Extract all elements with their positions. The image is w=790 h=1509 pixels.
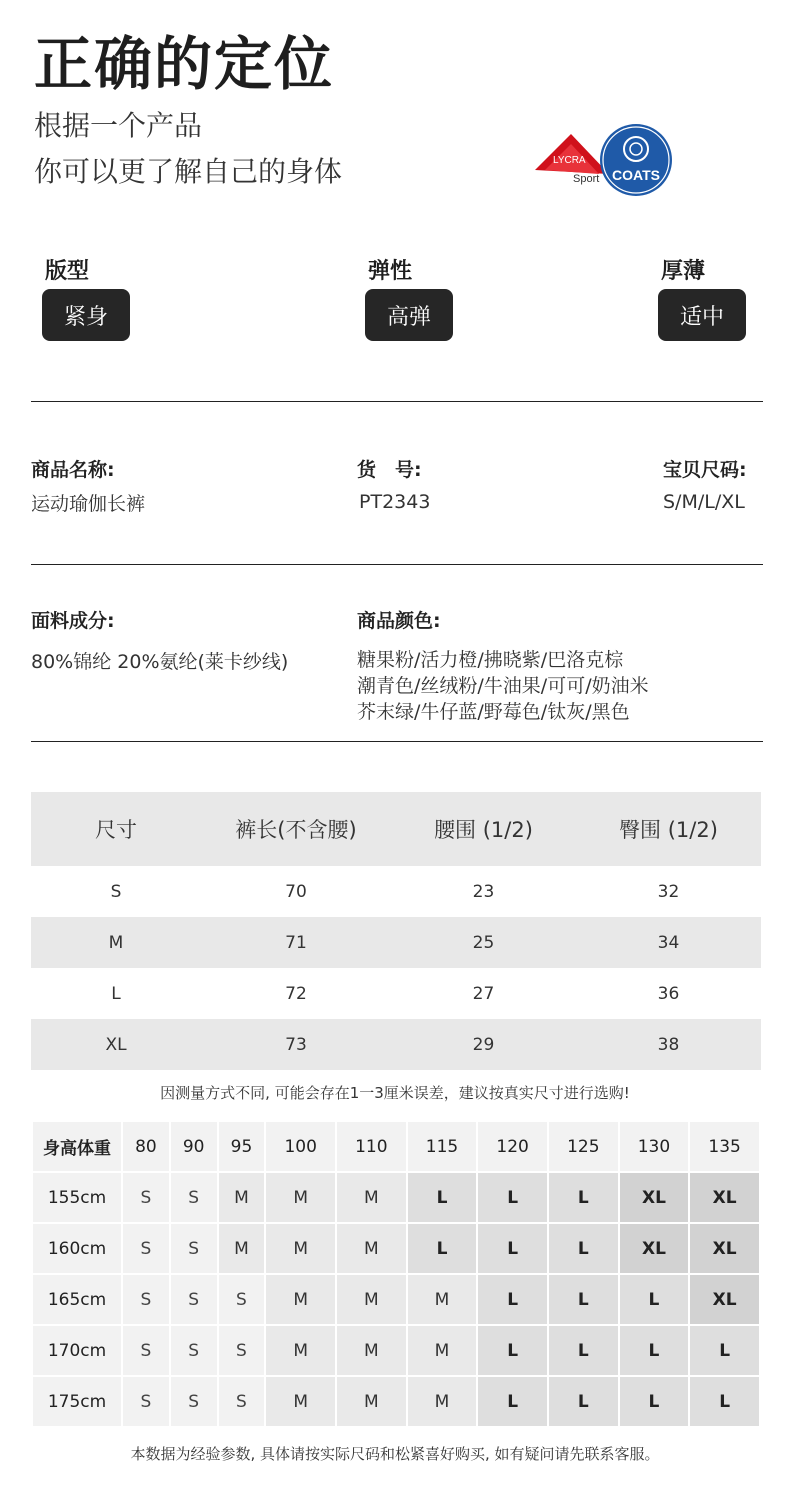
size-cell: S bbox=[123, 1224, 169, 1273]
size-cell: S bbox=[219, 1377, 265, 1426]
size-cell: XL bbox=[690, 1224, 759, 1273]
size-cell: S bbox=[171, 1275, 217, 1324]
size-cell: L bbox=[690, 1377, 759, 1426]
size-cell: M bbox=[337, 1275, 406, 1324]
table-cell: S bbox=[110, 881, 122, 902]
size-cell: L bbox=[549, 1224, 618, 1273]
size-cell: M bbox=[408, 1377, 477, 1426]
size-cell: S bbox=[171, 1224, 217, 1273]
attr-label-thickness: 厚薄 bbox=[661, 259, 706, 284]
height-header: 170cm bbox=[33, 1326, 121, 1375]
table-cell: 73 bbox=[201, 1019, 391, 1070]
weight-header: 100 bbox=[266, 1122, 335, 1171]
sku-value: PT2343 bbox=[359, 491, 431, 513]
page-title: 正确的定位 bbox=[34, 30, 335, 98]
size-cell: M bbox=[337, 1377, 406, 1426]
table-row bbox=[33, 1173, 759, 1222]
table-row bbox=[31, 1019, 761, 1070]
product-name-value: 运动瑜伽长裤 bbox=[31, 493, 146, 515]
size-cell: M bbox=[266, 1275, 335, 1324]
size-cell: S bbox=[123, 1173, 169, 1222]
size-cell: M bbox=[408, 1326, 477, 1375]
weight-header: 90 bbox=[171, 1122, 217, 1171]
subtitle-line-2: 你可以更了解自己的身体 bbox=[34, 155, 343, 188]
height-header: 175cm bbox=[33, 1377, 121, 1426]
table-cell: XL bbox=[31, 1019, 201, 1070]
size-cell: S bbox=[123, 1377, 169, 1426]
table-cell: 72 bbox=[285, 983, 307, 1004]
size-cell: L bbox=[478, 1377, 547, 1426]
divider bbox=[31, 401, 763, 402]
column-header: 腰围 (1/2) bbox=[391, 792, 576, 866]
size-cell: M bbox=[337, 1224, 406, 1273]
colors-label: 商品颜色: bbox=[357, 610, 441, 632]
colors-line: 芥末绿/牛仔蓝/野莓色/钛灰/黑色 bbox=[357, 701, 630, 723]
table-header-row bbox=[31, 792, 761, 866]
table-row bbox=[31, 866, 761, 917]
table-cell: 27 bbox=[472, 983, 495, 1004]
table-cell: L bbox=[111, 983, 121, 1004]
fabric-value: 80%锦纶 20%氨纶(莱卡纱线) bbox=[31, 651, 289, 673]
size-cell: M bbox=[337, 1326, 406, 1375]
size-cell: S bbox=[171, 1173, 217, 1222]
column-header: 尺寸 bbox=[31, 792, 201, 866]
size-cell: M bbox=[266, 1377, 335, 1426]
size-cell: L bbox=[478, 1326, 547, 1375]
weight-header: 135 bbox=[690, 1122, 759, 1171]
size-cell: L bbox=[549, 1275, 618, 1324]
height-header: 160cm bbox=[33, 1224, 121, 1273]
table-cell: M bbox=[31, 917, 201, 968]
colors-list bbox=[357, 647, 649, 725]
table-cell: 34 bbox=[576, 917, 761, 968]
height-header: 165cm bbox=[33, 1275, 121, 1324]
table-row bbox=[31, 917, 761, 968]
size-cell: M bbox=[408, 1275, 477, 1324]
size-cell: M bbox=[266, 1326, 335, 1375]
size-range-label: 宝贝尺码: bbox=[663, 459, 747, 481]
size-cell: XL bbox=[690, 1173, 759, 1222]
size-cell: XL bbox=[690, 1275, 759, 1324]
size-cell: L bbox=[408, 1173, 477, 1222]
column-header: 臀围 (1/2) bbox=[576, 792, 761, 866]
size-cell: S bbox=[123, 1326, 169, 1375]
weight-header: 115 bbox=[408, 1122, 477, 1171]
size-cell: L bbox=[478, 1173, 547, 1222]
disclaimer-note: 本数据为经验参数, 具体请按实际尺码和松紧喜好购买, 如有疑问请先联系客服。 bbox=[130, 1445, 660, 1463]
divider bbox=[31, 741, 763, 742]
size-cell: M bbox=[266, 1173, 335, 1222]
size-cell: M bbox=[219, 1224, 265, 1273]
size-cell: L bbox=[549, 1173, 618, 1222]
size-cell: M bbox=[337, 1173, 406, 1222]
column-header: 裤长(不含腰) bbox=[201, 792, 391, 866]
size-cell: L bbox=[620, 1275, 689, 1324]
size-cell: S bbox=[171, 1326, 217, 1375]
size-cell: M bbox=[219, 1173, 265, 1222]
weight-header: 125 bbox=[549, 1122, 618, 1171]
size-cell: M bbox=[266, 1224, 335, 1273]
size-cell: L bbox=[690, 1326, 759, 1375]
sku-label: 货 号: bbox=[357, 459, 422, 481]
measurement-note: 因测量方式不同, 可能会存在1一3厘米误差，建议按真实尺寸进行选购! bbox=[160, 1084, 630, 1102]
size-cell: S bbox=[123, 1275, 169, 1324]
weight-header: 120 bbox=[478, 1122, 547, 1171]
size-cell: L bbox=[620, 1326, 689, 1375]
weight-header: 130 bbox=[620, 1122, 689, 1171]
coats-logo bbox=[598, 122, 674, 198]
weight-header: 110 bbox=[337, 1122, 406, 1171]
size-cell: L bbox=[408, 1224, 477, 1273]
corner-header: 身高体重 bbox=[33, 1122, 121, 1171]
table-row bbox=[33, 1224, 759, 1273]
table-cell: 25 bbox=[391, 917, 576, 968]
coats-logo-text: COATS bbox=[612, 167, 660, 183]
weight-header: 95 bbox=[219, 1122, 265, 1171]
attr-label-elasticity: 弹性 bbox=[368, 259, 413, 284]
lycra-logo-sub: Sport bbox=[573, 173, 600, 185]
size-cell: XL bbox=[620, 1173, 689, 1222]
product-name-label: 商品名称: bbox=[31, 459, 115, 481]
height-header: 155cm bbox=[33, 1173, 121, 1222]
attr-tag-fit: 紧身 bbox=[42, 289, 130, 341]
size-cell: S bbox=[219, 1275, 265, 1324]
size-cell: L bbox=[478, 1275, 547, 1324]
size-cell: L bbox=[549, 1326, 618, 1375]
divider bbox=[31, 564, 763, 565]
table-cell: 23 bbox=[472, 881, 495, 902]
table-row bbox=[33, 1377, 759, 1426]
table-cell: 29 bbox=[391, 1019, 576, 1070]
attr-label-fit: 版型 bbox=[45, 259, 90, 284]
colors-line: 糖果粉/活力橙/拂晓紫/巴洛克棕 bbox=[357, 649, 624, 671]
size-cell: L bbox=[478, 1224, 547, 1273]
attr-tag-elasticity: 高弹 bbox=[365, 289, 453, 341]
size-measurement-table bbox=[31, 792, 761, 1070]
table-cell: 36 bbox=[657, 983, 680, 1004]
size-cell: L bbox=[549, 1377, 618, 1426]
size-cell: XL bbox=[620, 1224, 689, 1273]
attr-tag-thickness: 适中 bbox=[658, 289, 746, 341]
size-cell: S bbox=[171, 1377, 217, 1426]
table-row bbox=[33, 1275, 759, 1324]
table-header-row bbox=[33, 1122, 759, 1171]
table-row bbox=[33, 1326, 759, 1375]
table-cell: 70 bbox=[285, 881, 307, 902]
table-row bbox=[31, 968, 761, 1019]
colors-line: 潮青色/丝绒粉/牛油果/可可/奶油米 bbox=[357, 675, 649, 697]
table-cell: 32 bbox=[657, 881, 680, 902]
table-cell: 38 bbox=[576, 1019, 761, 1070]
fabric-label: 面料成分: bbox=[31, 610, 115, 632]
lycra-logo-text: LYCRA bbox=[553, 155, 586, 166]
size-cell: L bbox=[620, 1377, 689, 1426]
size-range-value: S/M/L/XL bbox=[663, 491, 745, 513]
weight-header: 80 bbox=[123, 1122, 169, 1171]
subtitle-line-1: 根据一个产品 bbox=[34, 109, 203, 142]
table-cell: 71 bbox=[201, 917, 391, 968]
size-cell: S bbox=[219, 1326, 265, 1375]
height-weight-fit-table bbox=[31, 1120, 761, 1428]
